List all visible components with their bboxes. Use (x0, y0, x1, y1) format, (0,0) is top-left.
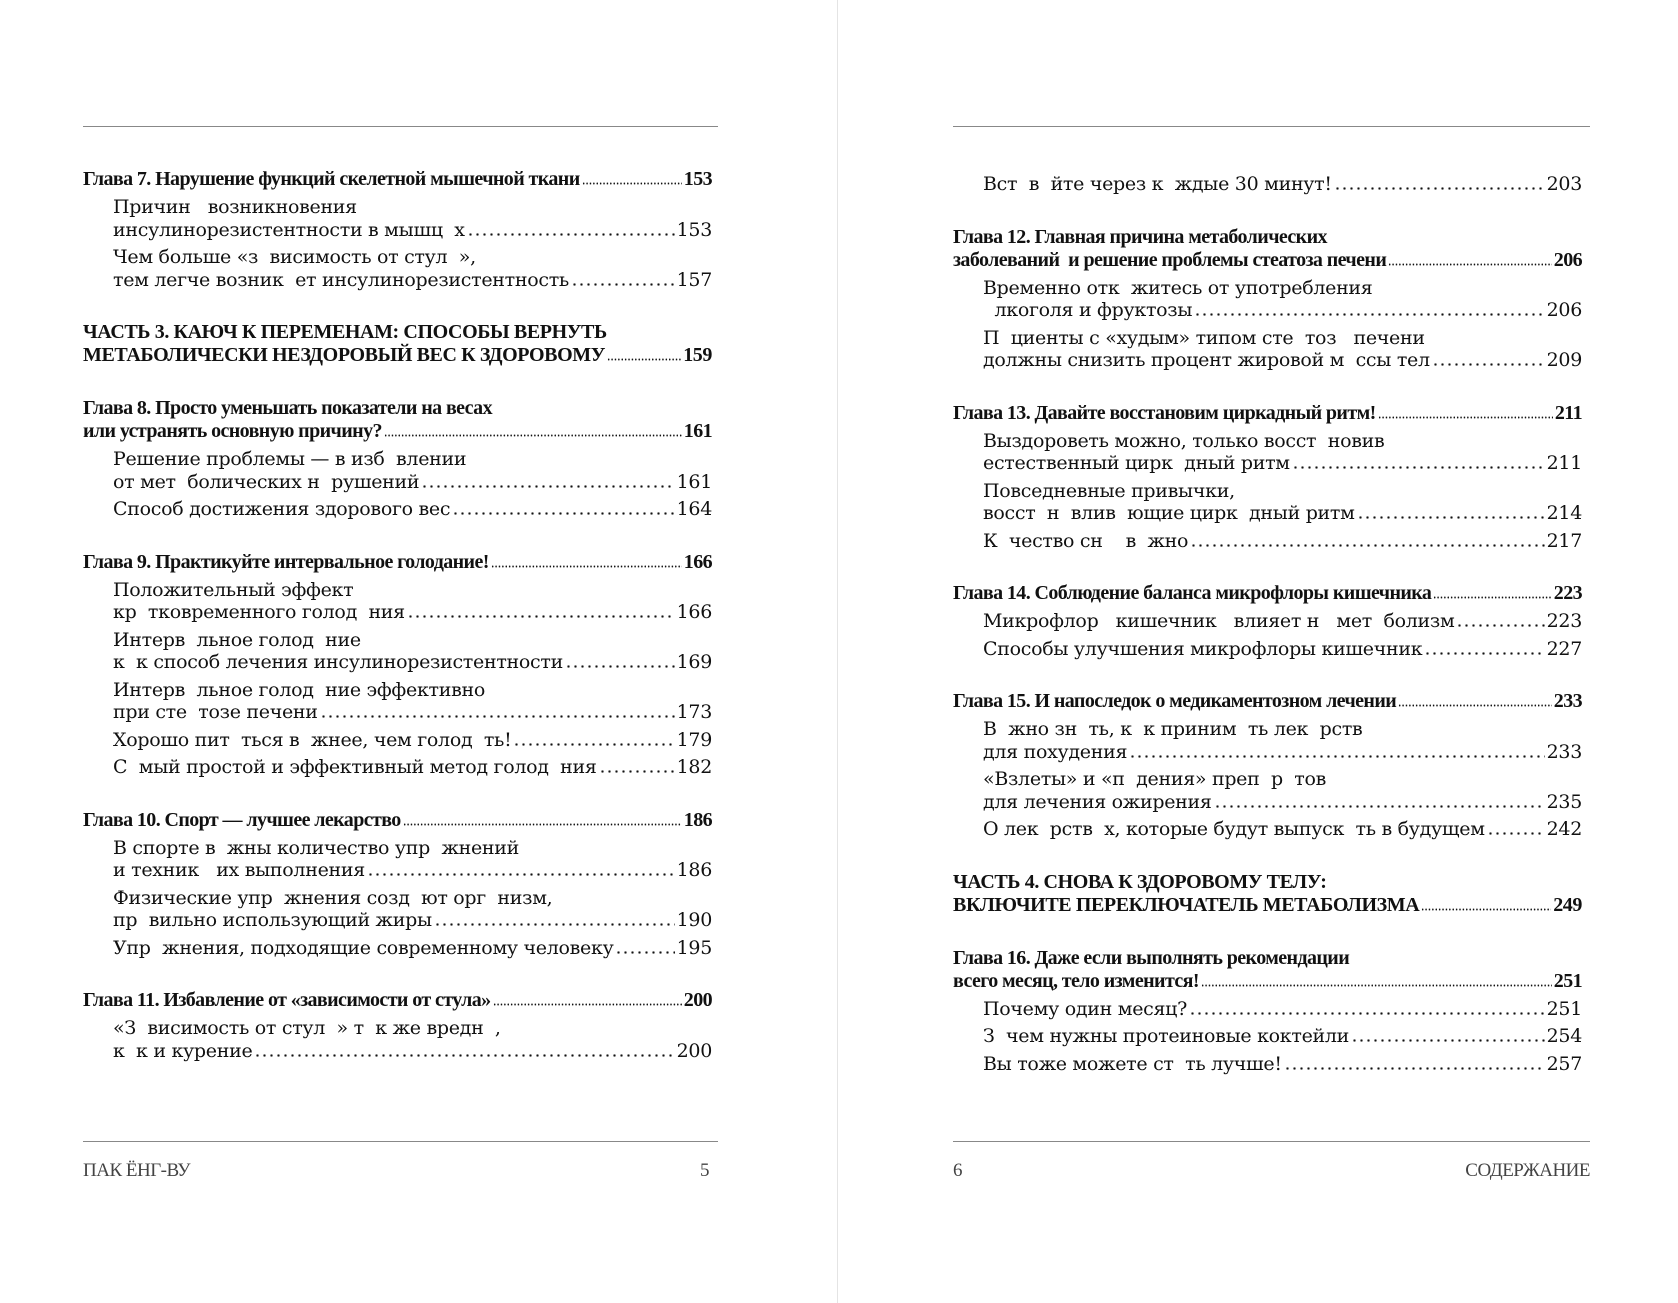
toc-section-entry[interactable] (83, 729, 712, 752)
toc-page-number: 161 (683, 420, 712, 442)
toc-entry-title: ЧАСТЬ 3. КАЮЧ К ПЕРЕМЕНАМ: СПОСОБЫ ВЕРНУТЬ (83, 321, 607, 343)
leader-dots (1398, 704, 1552, 707)
leader-dots (1388, 263, 1552, 266)
footer-section-title: СОДЕРЖАНИЕ (1465, 1160, 1590, 1181)
toc-section-entry[interactable] (83, 937, 712, 960)
leader-dots (1292, 466, 1545, 469)
toc-page-number: 254 (1546, 1025, 1582, 1047)
toc-page-number: 211 (1546, 452, 1582, 474)
toc-chapter-entry[interactable] (83, 397, 712, 443)
toc-entry-title: к к и курение (113, 1039, 253, 1062)
toc-entry-title: должны снизить процент жировой м ссы тел (983, 349, 1430, 371)
toc-page-number: 206 (1546, 299, 1582, 321)
toc-group (83, 168, 712, 291)
toc-page-number: 206 (1553, 248, 1582, 271)
toc-page-number: 223 (1553, 582, 1582, 604)
toc-page-number: 169 (676, 651, 712, 673)
toc-section-entry[interactable] (953, 430, 1582, 475)
toc-entry-line (113, 1040, 712, 1063)
toc-entry-line (983, 718, 1582, 741)
leader-dots (493, 1003, 682, 1006)
toc-entry-title: Вы тоже можете ст ть лучше! (983, 1052, 1282, 1075)
toc-section-entry[interactable] (953, 173, 1582, 196)
toc-entry-line (113, 196, 712, 219)
toc-entry-line (113, 756, 712, 779)
header-rule (953, 126, 1590, 127)
toc-page-number: 223 (1546, 610, 1582, 632)
toc-page-number: 249 (1553, 893, 1582, 916)
toc-entry-line (83, 344, 712, 367)
toc-entry-title: Вст в йте через к ждые 30 минут! (983, 173, 1332, 195)
toc-section-entry[interactable] (83, 1017, 712, 1062)
toc-entry-line (953, 871, 1582, 894)
toc-entry-line (953, 690, 1582, 713)
toc-entry-title: лкоголя и фруктозы (983, 299, 1193, 321)
toc-section-entry[interactable] (953, 610, 1582, 633)
leader-dots (1424, 652, 1544, 655)
toc-entry-title: к к способ лечения инсулинорезистентности (113, 651, 563, 673)
toc-entry-line (983, 430, 1582, 453)
leader-dots (434, 923, 675, 926)
toc-entry-title: заболеваний и решение проблемы стеатоза печени (953, 248, 1387, 271)
toc-entry-line (953, 249, 1582, 272)
toc-group (953, 690, 1582, 841)
toc-entry-line (113, 729, 712, 752)
toc-entry-title: от мет болических н рушений (113, 470, 420, 493)
toc-entry-line (113, 579, 712, 602)
toc-section-entry[interactable] (953, 1053, 1582, 1076)
leader-dots (1421, 908, 1551, 911)
toc-entry-title: З чем нужны протеиновые коктейли (983, 1025, 1350, 1047)
toc-page-number: 235 (1546, 790, 1582, 813)
toc-entry-line (113, 1017, 712, 1040)
toc-page-number: 153 (676, 218, 712, 241)
toc-entry-line (113, 448, 712, 471)
toc-entry-line (113, 269, 712, 292)
toc-page-number: 233 (1553, 690, 1582, 712)
toc-section-entry[interactable] (83, 448, 712, 493)
toc-page-number: 164 (676, 498, 712, 520)
toc-entry-title: Выздороветь можно, только восст новив (983, 429, 1385, 452)
leader-dots (599, 770, 675, 773)
toc-page-number: 179 (676, 728, 712, 751)
toc-section-entry[interactable] (953, 818, 1582, 841)
toc-group (953, 871, 1582, 917)
leader-dots (1334, 187, 1545, 190)
toc-page-number: 182 (676, 756, 712, 778)
toc-entry-title: ЧАСТЬ 4. СНОВА К ЗДОРОВОМУ ТЕЛУ: (953, 870, 1327, 893)
toc-entry-line (953, 970, 1582, 993)
toc-group (953, 173, 1582, 196)
toc-entry-title: Хорошо пит ться в жнее, чем голод ть! (113, 728, 512, 751)
toc-group (83, 397, 712, 521)
toc-chapter-entry[interactable] (953, 690, 1582, 713)
toc-chapter-entry[interactable] (83, 551, 712, 574)
toc-entry-line (83, 168, 712, 191)
toc-section-entry[interactable] (83, 629, 712, 674)
toc-page-number: 209 (1546, 349, 1582, 371)
leader-dots (513, 743, 674, 746)
leader-dots (467, 233, 675, 236)
toc-section-entry[interactable] (953, 327, 1582, 372)
toc-page-number: 233 (1546, 740, 1582, 763)
toc-section-entry[interactable] (953, 530, 1582, 553)
leader-dots (1284, 1067, 1545, 1070)
toc-entry-title: пр вильно использующий жиры (113, 909, 432, 931)
toc-entry-title: кр тковременного голод ния (113, 601, 405, 623)
toc-entry-title: восст н влив ющие цирк дный ритм (983, 502, 1355, 524)
toc-entry-line (983, 791, 1582, 814)
toc-entry-line (113, 471, 712, 494)
right-page (838, 0, 1678, 1303)
footer-author: ПАК ЁНГ-ВУ (83, 1160, 191, 1181)
toc-page-number: 173 (676, 701, 712, 723)
page-number: 5 (700, 1160, 709, 1181)
toc-page-number: 186 (683, 808, 712, 831)
toc-entry-title: Интерв льное голод ние эффективно (113, 678, 485, 701)
toc-entry-line (983, 998, 1582, 1021)
toc-entry-line (83, 321, 712, 344)
toc-section-entry[interactable] (953, 718, 1582, 763)
toc-page-number: 186 (676, 859, 712, 881)
toc-entry-line (113, 937, 712, 960)
toc-entry-title: «З висимость от стул » т к же вредн , (113, 1017, 501, 1039)
toc-page-number: 203 (1546, 173, 1582, 195)
toc-entry-title: всего месяц, тело изменится! (953, 969, 1199, 992)
leader-dots (1201, 984, 1552, 987)
toc-page-number: 166 (676, 601, 712, 623)
toc-entry-line (83, 989, 712, 1012)
toc-section-entry[interactable] (83, 837, 712, 882)
toc-page-number: 217 (1546, 529, 1582, 552)
toc-entry-title: Почему один месяц? (983, 997, 1187, 1020)
toc-chapter-entry[interactable] (953, 402, 1582, 425)
toc-entry-title: Решение проблемы — в изб влении (113, 448, 467, 470)
leader-dots (607, 358, 681, 361)
toc-entry-title: МЕТАБОЛИЧЕСКИ НЕЗДОРОВЫЙ ВЕС К ЗДОРОВОМУ (83, 344, 605, 366)
toc-entry-line (983, 818, 1582, 841)
toc-entry-title: С мый простой и эффективный метод голод ния (113, 756, 597, 778)
leader-dots (565, 665, 675, 668)
toc-group (953, 402, 1582, 553)
toc-entry-line (953, 894, 1582, 917)
leader-dots (1351, 1039, 1545, 1042)
leader-dots (407, 615, 675, 618)
toc-section-entry[interactable] (953, 998, 1582, 1021)
toc-page-number: 242 (1546, 818, 1582, 840)
toc-page-number: 153 (683, 168, 712, 190)
leader-dots (571, 283, 675, 286)
toc-entry-title: ВКЛЮЧИТЕ ПЕРЕКЛЮЧАТЕЛЬ МЕТАБОЛИЗМА (953, 893, 1420, 916)
toc-group (83, 989, 712, 1062)
toc-entry-line (953, 582, 1582, 605)
toc-group (83, 809, 712, 960)
toc-entry-line (983, 610, 1582, 633)
toc-page-number: 214 (1546, 502, 1582, 524)
toc-entry-line (983, 452, 1582, 475)
toc-entry-title: при сте тозе печени (113, 701, 318, 723)
toc-entry-line (113, 629, 712, 652)
leader-dots (320, 715, 675, 718)
toc-entry-title: Глава 13. Давайте восстановим циркадный ритм! (953, 401, 1376, 424)
toc-entry-title: для лечения ожирения (983, 790, 1212, 813)
toc-section-entry[interactable] (83, 679, 712, 724)
toc-entry-title: Чем больше «з висимость от стул », (113, 246, 476, 268)
toc-entry-line (983, 741, 1582, 764)
footer-rule (83, 1141, 718, 1142)
toc-entry-title: Положительный эффект (113, 578, 354, 601)
leader-dots (1456, 624, 1544, 627)
toc-page-number: 251 (1546, 997, 1582, 1020)
toc-entry-title: инсулинорезистентности в мышц х (113, 218, 465, 241)
toc-entry-line (83, 397, 712, 420)
toc-entry-line (983, 299, 1582, 322)
toc-entry-title: Глава 9. Практикуйте интервальное голодание! (83, 550, 489, 573)
toc-chapter-entry[interactable] (83, 809, 712, 832)
toc-entry-line (113, 837, 712, 860)
toc-entry-line (983, 530, 1582, 553)
toc-entry-title: Глава 8. Просто уменьшать показатели на весах (83, 397, 492, 419)
leader-dots (1129, 755, 1544, 758)
toc-entry-line (83, 551, 712, 574)
toc-page-number: 157 (676, 268, 712, 291)
leader-dots (1432, 363, 1545, 366)
leader-dots (421, 485, 674, 488)
toc-entry-line (983, 349, 1582, 372)
toc-page-number: 161 (676, 470, 712, 493)
toc-part-entry[interactable] (83, 321, 712, 367)
toc-section-entry[interactable] (83, 579, 712, 624)
toc-chapter-entry[interactable] (83, 168, 712, 191)
leader-dots (384, 434, 682, 437)
toc-section-entry[interactable] (953, 277, 1582, 322)
toc-entry-title: Глава 16. Даже если выполнять рекомендации (953, 946, 1350, 969)
toc-entry-line (983, 638, 1582, 661)
toc-entry-title: Глава 14. Соблюдение баланса микрофлоры кишечника (953, 582, 1432, 604)
toc-entry-title: Повседневные привычки, (983, 479, 1235, 502)
toc-section-entry[interactable] (83, 756, 712, 779)
leader-dots (1433, 596, 1551, 599)
toc-entry-line (983, 502, 1582, 525)
toc-entry-line (953, 226, 1582, 249)
toc-entry-title: Глава 12. Главная причина метаболических (953, 225, 1327, 248)
toc-entry-line (113, 246, 712, 269)
toc-entry-title: Физические упр жнения созд ют орг низм, (113, 886, 553, 909)
leader-dots (254, 1054, 674, 1057)
toc-entry-title: Временно отк житесь от употребления (983, 276, 1373, 299)
table-of-contents-left (83, 168, 712, 1062)
toc-entry-title: Глава 11. Избавление от «зависимости от стула» (83, 989, 491, 1011)
toc-page-number: 200 (683, 989, 712, 1011)
toc-section-entry[interactable] (953, 768, 1582, 813)
toc-entry-title: Глава 15. И напоследок о медикаментозном лечении (953, 690, 1397, 712)
toc-section-entry[interactable] (83, 498, 712, 521)
toc-entry-title: В спорте в жны количество упр жнений (113, 836, 520, 859)
toc-chapter-entry[interactable] (953, 226, 1582, 272)
toc-page-number: 257 (1546, 1052, 1582, 1075)
toc-entry-line (983, 277, 1582, 300)
toc-entry-title: «Взлеты» и «п дения» преп р тов (983, 768, 1327, 790)
toc-entry-title: Интерв льное голод ние (113, 628, 361, 651)
toc-chapter-entry[interactable] (83, 989, 712, 1012)
toc-group (953, 226, 1582, 372)
toc-part-entry[interactable] (953, 871, 1582, 917)
toc-entry-line (983, 768, 1582, 791)
toc-page-number: 159 (683, 344, 712, 366)
toc-entry-title: Способы улучшения микрофлоры кишечник (983, 637, 1423, 660)
toc-page-number: 195 (676, 936, 712, 959)
leader-dots (1194, 313, 1544, 316)
toc-entry-line (113, 859, 712, 882)
toc-entry-line (113, 651, 712, 674)
toc-chapter-entry[interactable] (953, 582, 1582, 605)
toc-section-entry[interactable] (953, 638, 1582, 661)
toc-entry-title: Упр жнения, подходящие современному человеку (113, 936, 614, 959)
toc-chapter-entry[interactable] (953, 947, 1582, 993)
toc-entry-line (83, 420, 712, 443)
footer-rule (953, 1141, 1590, 1142)
toc-entry-line (983, 1025, 1582, 1048)
toc-group (83, 321, 712, 367)
toc-section-entry[interactable] (953, 480, 1582, 525)
toc-entry-title: тем легче возник ет инсулинорезистентность (113, 268, 569, 291)
leader-dots (452, 512, 674, 515)
toc-entry-title: Глава 10. Спорт — лучшее лекарство (83, 808, 401, 831)
toc-entry-title: или устранять основную причину? (83, 420, 382, 442)
leader-dots (1357, 516, 1545, 519)
toc-entry-line (953, 947, 1582, 970)
toc-page-number: 190 (676, 909, 712, 931)
toc-section-entry[interactable] (83, 246, 712, 291)
toc-entry-title: Глава 7. Нарушение функций скелетной мышечной ткани (83, 168, 580, 190)
toc-entry-line (83, 809, 712, 832)
toc-entry-line (983, 327, 1582, 350)
toc-section-entry[interactable] (83, 887, 712, 932)
toc-entry-line (113, 219, 712, 242)
toc-entry-title: для похудения (983, 740, 1128, 763)
page-number: 6 (953, 1160, 962, 1181)
toc-page-number: 200 (676, 1039, 712, 1062)
header-rule (83, 126, 718, 127)
toc-entry-line (113, 498, 712, 521)
toc-entry-line (113, 679, 712, 702)
toc-group (83, 551, 712, 779)
toc-group (953, 947, 1582, 1076)
leader-dots (1189, 1012, 1545, 1015)
toc-group (953, 582, 1582, 660)
left-page (0, 0, 837, 1303)
toc-entry-title: естественный цирк дный ритм (983, 452, 1290, 474)
toc-entry-line (983, 173, 1582, 196)
toc-entry-line (113, 701, 712, 724)
toc-entry-line (113, 909, 712, 932)
toc-entry-title: П циенты с «худым» типом сте тоз печени (983, 326, 1425, 349)
leader-dots (1378, 416, 1553, 419)
toc-section-entry[interactable] (953, 1025, 1582, 1048)
toc-entry-line (953, 402, 1582, 425)
leader-dots (1190, 544, 1544, 547)
toc-page-number: 166 (683, 550, 712, 573)
toc-page-number: 211 (1554, 401, 1582, 424)
toc-entry-title: К чество сн в жно (983, 529, 1189, 552)
toc-entry-title: Способ достижения здорового вес (113, 498, 451, 520)
toc-entry-title: Причин возникновения (113, 196, 357, 218)
toc-entry-line (983, 1053, 1582, 1076)
toc-entry-title: и техник их выполнения (113, 859, 365, 881)
toc-entry-line (113, 601, 712, 624)
table-of-contents-right (953, 168, 1582, 1075)
toc-entry-title: О лек рств х, которые будут выпуск ть в будущем (983, 818, 1485, 840)
toc-entry-line (983, 480, 1582, 503)
leader-dots (1214, 805, 1545, 808)
leader-dots (367, 873, 675, 876)
leader-dots (615, 951, 674, 954)
leader-dots (582, 182, 682, 185)
toc-entry-line (113, 887, 712, 910)
toc-page-number: 227 (1546, 637, 1582, 660)
toc-entry-title: Микрофлор кишечник влияет н мет болизм (983, 610, 1455, 632)
leader-dots (1487, 832, 1545, 835)
toc-entry-title: В жно зн ть, к к приним ть лек рств (983, 718, 1363, 740)
toc-section-entry[interactable] (83, 196, 712, 241)
toc-page-number: 251 (1553, 969, 1582, 992)
leader-dots (491, 565, 682, 568)
leader-dots (403, 823, 682, 826)
